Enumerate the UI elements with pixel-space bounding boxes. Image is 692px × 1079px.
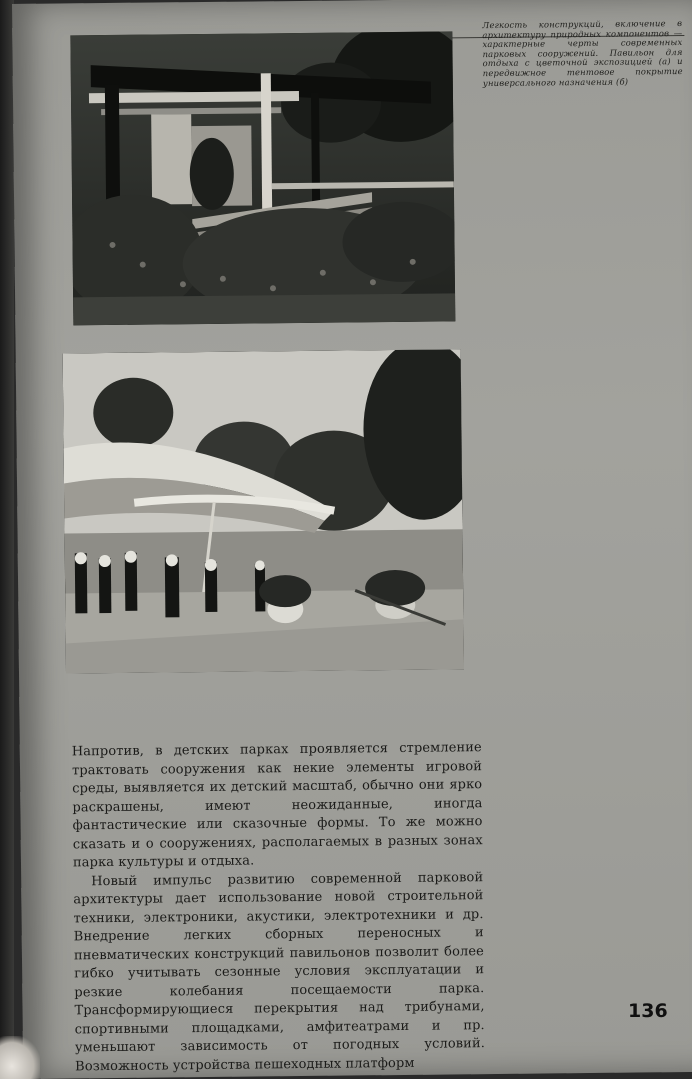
paragraph: Новый импульс развитию современной парковой архитектуры дает использование новой строительной техники, электроники, акустики, электротехники и др. Внедрение легких сборных переносных и пневматических конструкций павильонов позволит более гибко учитывать сезонные условия эксплуатации и резкие колебания посещаемости парка. Трансформирующиеся перекрытия над трибунами, спортивными площадками, амфитеатрами и пр. уменьшают зависимость от погодных условий. Возможность устройства пешеходных платформ — [73, 869, 485, 1074]
photo-tent-canopy — [63, 349, 464, 673]
page-number: 136 — [628, 1000, 668, 1022]
body-text — [72, 739, 485, 1076]
book-spine-shadow — [0, 0, 14, 1079]
photo-pavilion-with-flowers — [70, 31, 455, 325]
book-page — [12, 0, 692, 1079]
thumb-shadow — [0, 1036, 40, 1079]
photo-caption: Легкость конструкций, включение в архитектуру природных компонентов — характерные черты современных парковых сооружений. Павильон для отдыха с цветочной экспозицией (а) и передвижное тентовое покрытие универсального назначения (б) — [482, 17, 683, 88]
paragraph: Напротив, в детских парках проявляется стремление трактовать сооружения как некие элементы игровой среды, выявляется их детский масштаб, обычно они ярко раскрашены, имеют неожиданные, иногда фантастические или сказочные формы. То же можно сказать и о сооружениях, располагаемых в разных зонах парка культуры и отдыха. — [71, 740, 483, 871]
